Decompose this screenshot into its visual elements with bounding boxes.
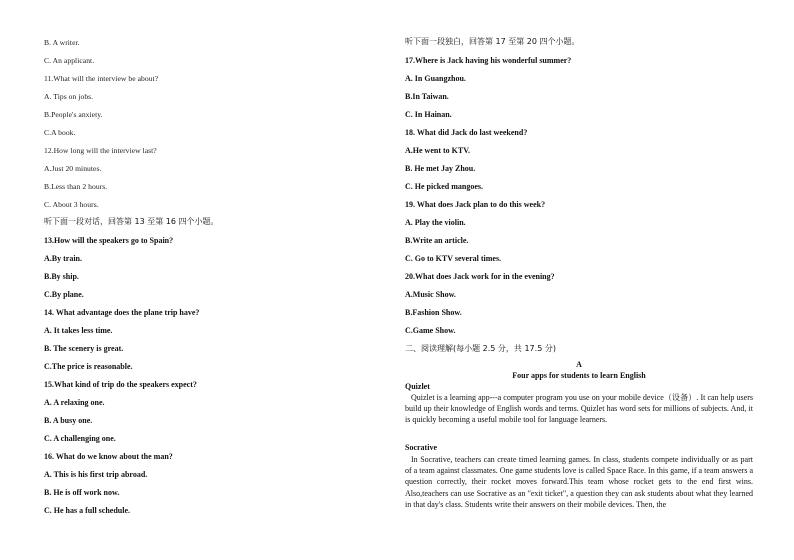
question-line: 18. What did Jack do last weekend? <box>405 128 528 137</box>
question-line: 19. What does Jack plan to do this week? <box>405 200 546 209</box>
option-line: B. He met Jay Zhou. <box>405 164 476 173</box>
option-line: B.Fashion Show. <box>405 308 462 317</box>
question-line: 13.How will the speakers go to Spain? <box>44 236 174 245</box>
question-line: 11.What will the interview be about? <box>44 74 159 83</box>
instruction-line: 听下面一段对话，回答第 13 至第 16 四个小题。 <box>44 217 219 226</box>
option-line: C.Game Show. <box>405 326 456 335</box>
option-line: C. He has a full schedule. <box>44 506 131 515</box>
question-line: 15.What kind of trip do the speakers expect? <box>44 380 197 389</box>
option-line: C. A challenging one. <box>44 434 116 443</box>
question-line: 20.What does Jack work for in the evening? <box>405 272 555 281</box>
passage-letter: A <box>576 360 582 369</box>
option-line: A. In Guangzhou. <box>405 74 466 83</box>
option-line: C.A book. <box>44 128 76 137</box>
option-line: C. He picked mangoes. <box>405 182 483 191</box>
instruction-line: 听下面一段独白，回答第 17 至第 20 四个小题。 <box>405 37 580 46</box>
option-line: B. A writer. <box>44 38 80 47</box>
app-description-quizlet: Quizlet is a learning app---a computer program you use on your mobile device（设备）. It can help users build up their knowledge of English words and terms. Quizlet has word sets for millions of subjects. And, it is quickly becoming a useful mobile tool for language learners. <box>405 393 753 425</box>
option-line: C.By plane. <box>44 290 84 299</box>
question-line: 14. What advantage does the plane trip have? <box>44 308 200 317</box>
option-line: B. The scenery is great. <box>44 344 124 353</box>
app-heading-socrative: Socrative <box>405 443 437 452</box>
option-line: B.Less than 2 hours. <box>44 182 108 191</box>
option-line: C. Go to KTV several times. <box>405 254 502 263</box>
app-heading-quizlet: Quizlet <box>405 382 430 391</box>
option-line: C. About 3 hours. <box>44 200 99 209</box>
passage-title: Four apps for students to learn English <box>512 371 646 380</box>
option-line: C. In Hainan. <box>405 110 452 119</box>
option-line: A. It takes less time. <box>44 326 113 335</box>
option-line: A. Tips on jobs. <box>44 92 94 101</box>
option-line: B.In Taiwan. <box>405 92 449 101</box>
option-line: C. An applicant. <box>44 56 95 65</box>
option-line: B.People's anxiety. <box>44 110 103 119</box>
question-line: 17.Where is Jack having his wonderful summer? <box>405 56 572 65</box>
option-line: B. A busy one. <box>44 416 93 425</box>
section-title: 二、阅读理解(每小题 2.5 分，共 17.5 分) <box>405 344 556 353</box>
option-line: A.He went to KTV. <box>405 146 470 155</box>
option-line: A.By train. <box>44 254 82 263</box>
option-line: A. This is his first trip abroad. <box>44 470 148 479</box>
option-line: B. He is off work now. <box>44 488 120 497</box>
question-line: 16. What do we know about the man? <box>44 452 173 461</box>
option-line: A. A relaxing one. <box>44 398 105 407</box>
option-line: B.Write an article. <box>405 236 469 245</box>
option-line: A.Just 20 minutes. <box>44 164 102 173</box>
option-line: C.The price is reasonable. <box>44 362 133 371</box>
question-line: 12.How long will the interview last? <box>44 146 157 155</box>
option-line: A. Play the violin. <box>405 218 466 227</box>
option-line: A.Music Show. <box>405 290 456 299</box>
option-line: B.By ship. <box>44 272 79 281</box>
app-description-socrative: In Socrative, teachers can create timed learning games. In class, students compete individually or as part of a team against classmates. One game students love is called Space Race. In this game, if a team answers a question correctly, their rocket moves forward.This team whose rocket gets to the end first wins. Also,teachers can use Socrative as an "exit ticket", a question they can ask students about what they learned in that day's class. Students write their answers on their mobile devices. Then, the <box>405 455 753 509</box>
